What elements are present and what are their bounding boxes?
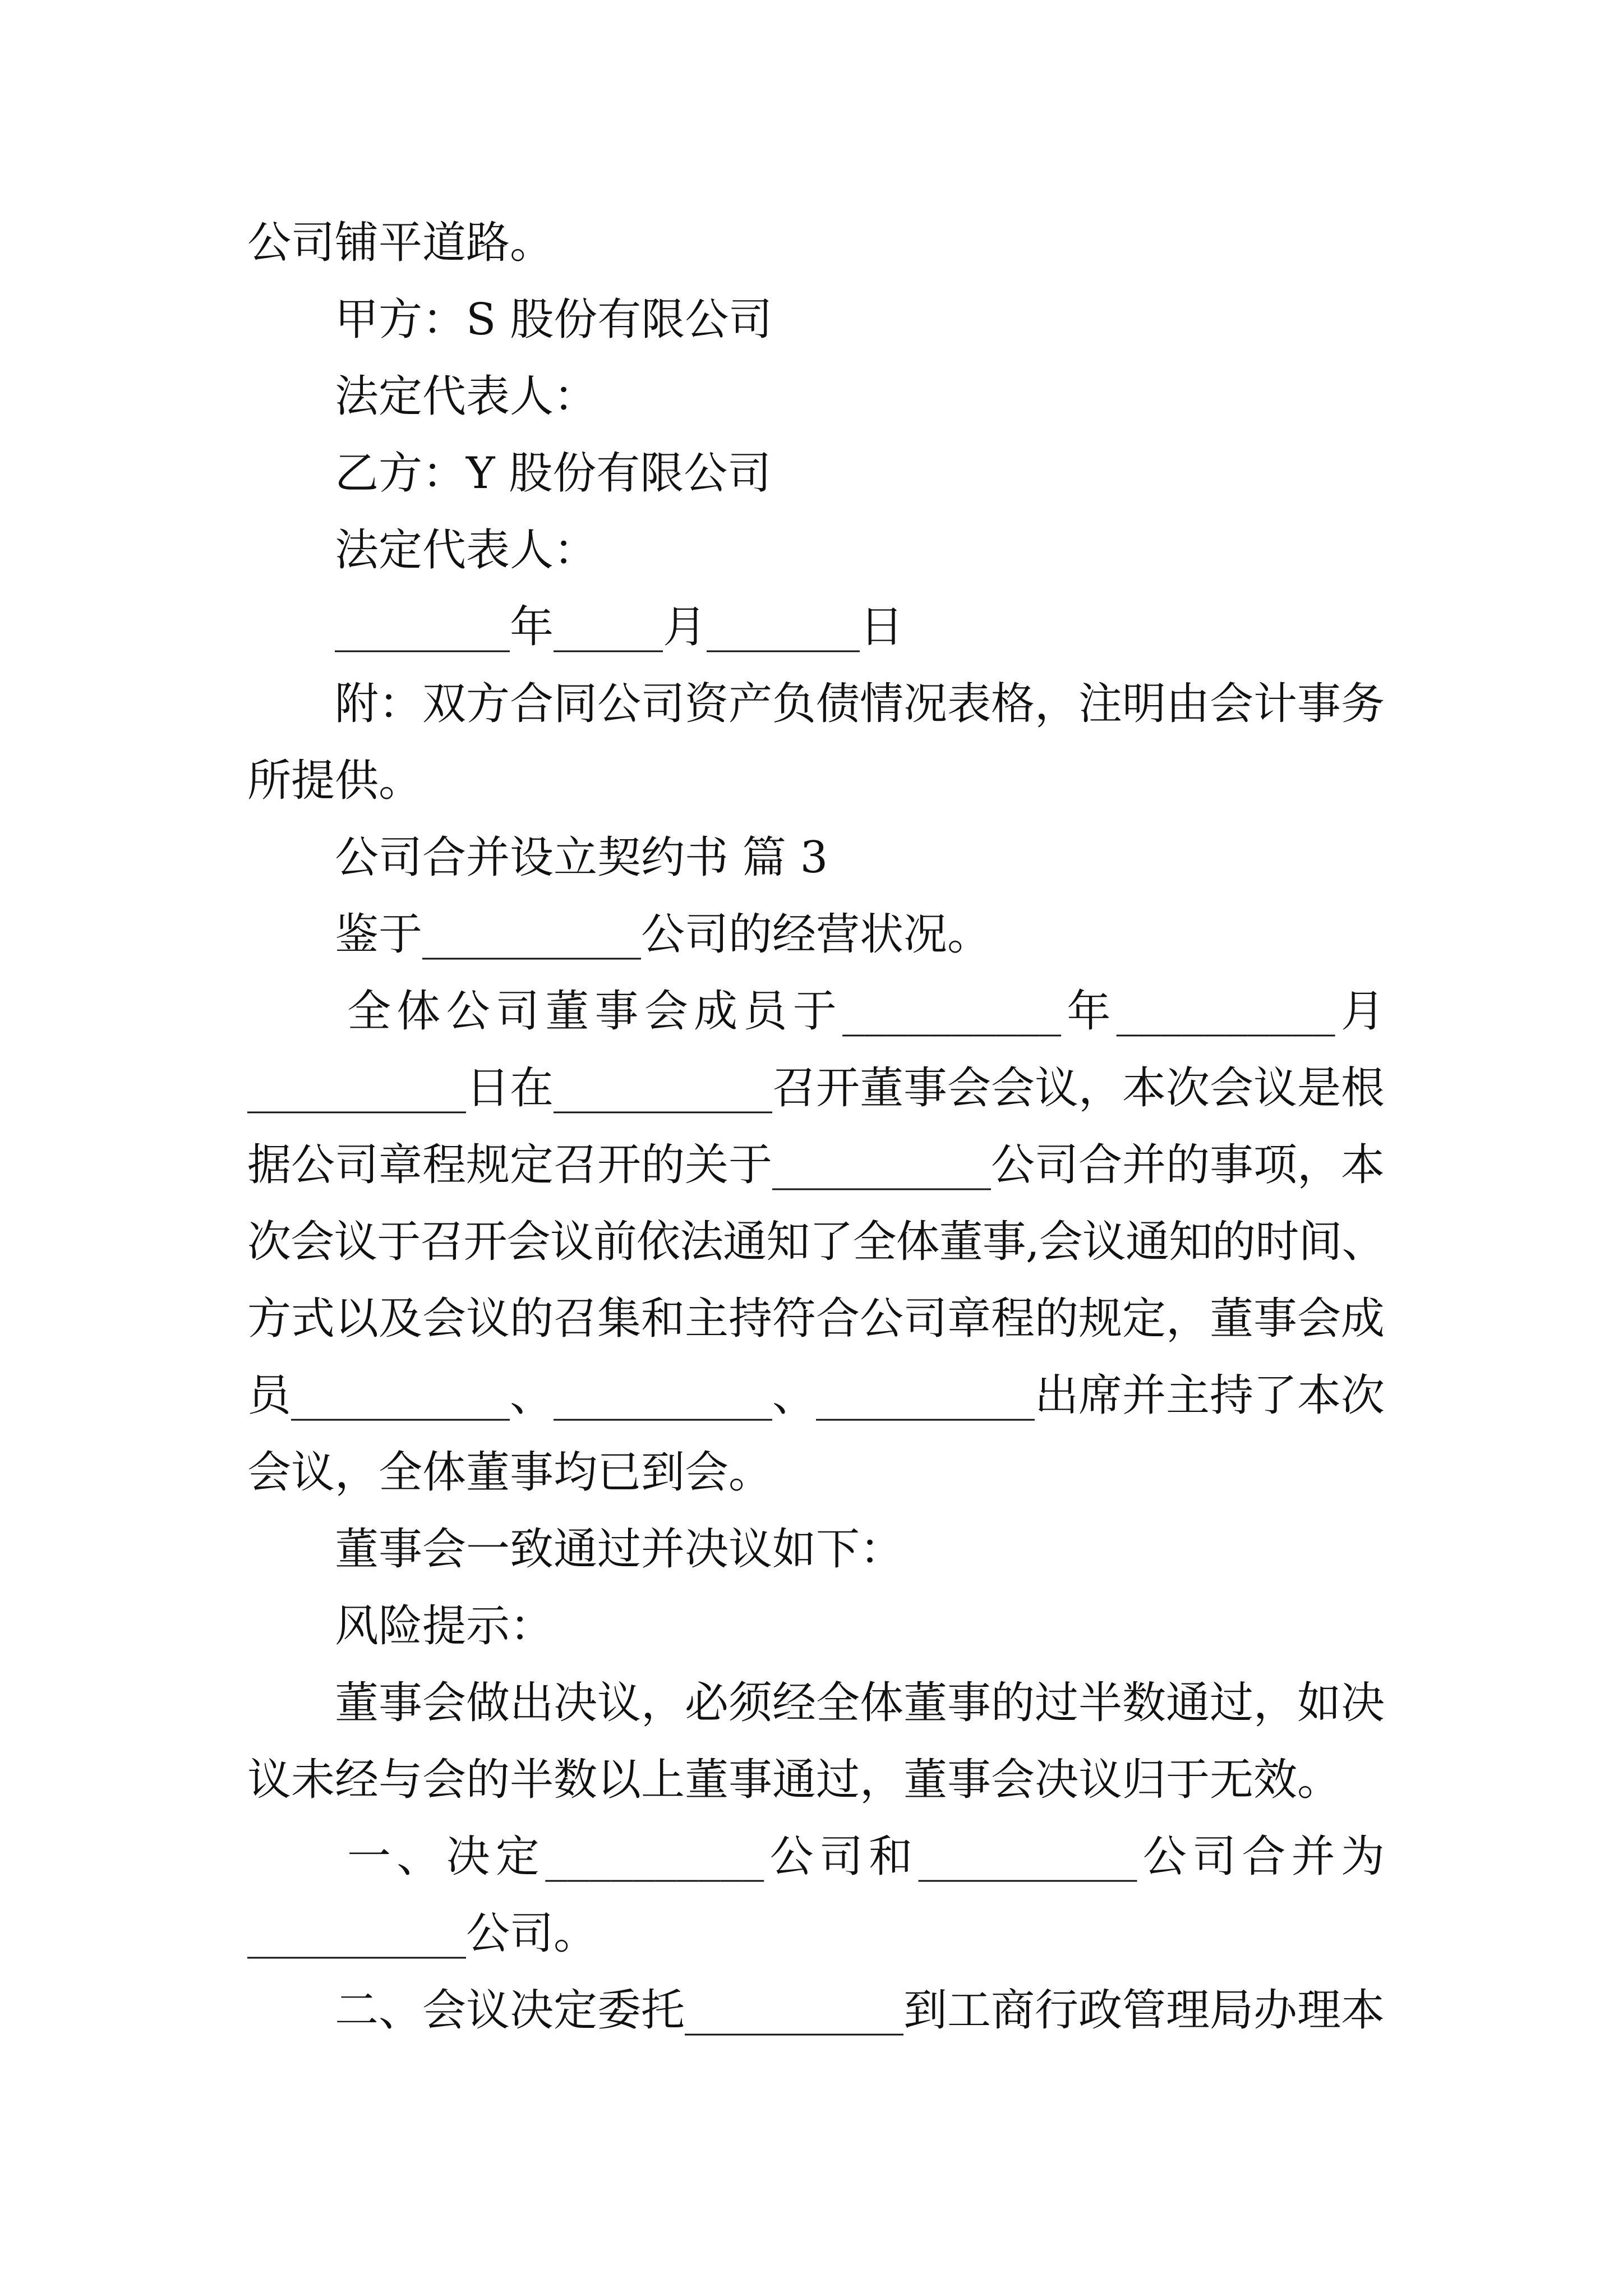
text-line: 员__________、__________、__________出席并主持了本次 [247,1370,1385,1421]
text-line: 全体公司董事会成员于__________年__________月 [347,986,1385,1037]
text-line: ________年_____月_______日 [335,602,904,652]
text-line: 鉴于__________公司的经营状况。 [335,909,992,960]
date-line [247,589,1385,666]
section-heading [247,820,1385,896]
text-line: 据公司章程规定召开的关于__________公司合并的事项，本 [247,1140,1385,1190]
resolution-item-2 [247,1972,1385,2049]
party-b [247,435,1385,512]
text-line: 法定代表人： [335,525,598,576]
text-line: __________公司。 [247,1908,598,1959]
text-line: 一、决定__________公司和__________公司合并为 [347,1832,1385,1882]
text-line: 乙方：Y 股份有限公司 [335,448,772,499]
paragraph [247,973,1385,1511]
text-line: 风险提示： [335,1601,554,1651]
text-line: 所提供。 [247,756,423,806]
text-line: 附：双方合同公司资产负债情况表格，注明由会计事务 [335,679,1385,729]
paragraph [247,1511,1385,1588]
document-body [247,205,1385,2049]
text-line: 董事会做出决议，必须经全体董事的过半数通过，如决 [335,1678,1385,1728]
text-line: 次会议于召开会议前依法通知了全体董事,会议通知的时间、 [247,1217,1385,1267]
party-a [247,282,1385,358]
text-line: 法定代表人： [335,371,598,422]
text-line: 会议，全体董事均已到会。 [247,1447,773,1498]
text-line: 董事会一致通过并决议如下： [335,1524,904,1575]
risk-notice-heading [247,1588,1385,1665]
text-line: 二、会议决定委托__________到工商行政管理局办理本 [335,1985,1385,2036]
party-b-representative [247,512,1385,589]
section-heading-text: 公司合并设立契约书 篇 3 [335,832,828,883]
text-line: 方式以及会议的召集和主持符合公司章程的规定，董事会成 [247,1294,1385,1344]
paragraph-continuation [247,205,1385,282]
text-line: __________日在__________召开董事会会议，本次会议是根 [247,1063,1385,1114]
appendix-note [247,666,1385,820]
party-a-representative [247,358,1385,435]
paragraph [247,896,1385,973]
text-line: 议未经与会的半数以上董事通过，董事会决议归于无效。 [247,1755,1341,1805]
text-line: 甲方：S 股份有限公司 [335,295,773,345]
text-line: 公司铺平道路。 [247,218,554,268]
risk-notice [247,1665,1385,1819]
resolution-item-1 [247,1819,1385,1972]
